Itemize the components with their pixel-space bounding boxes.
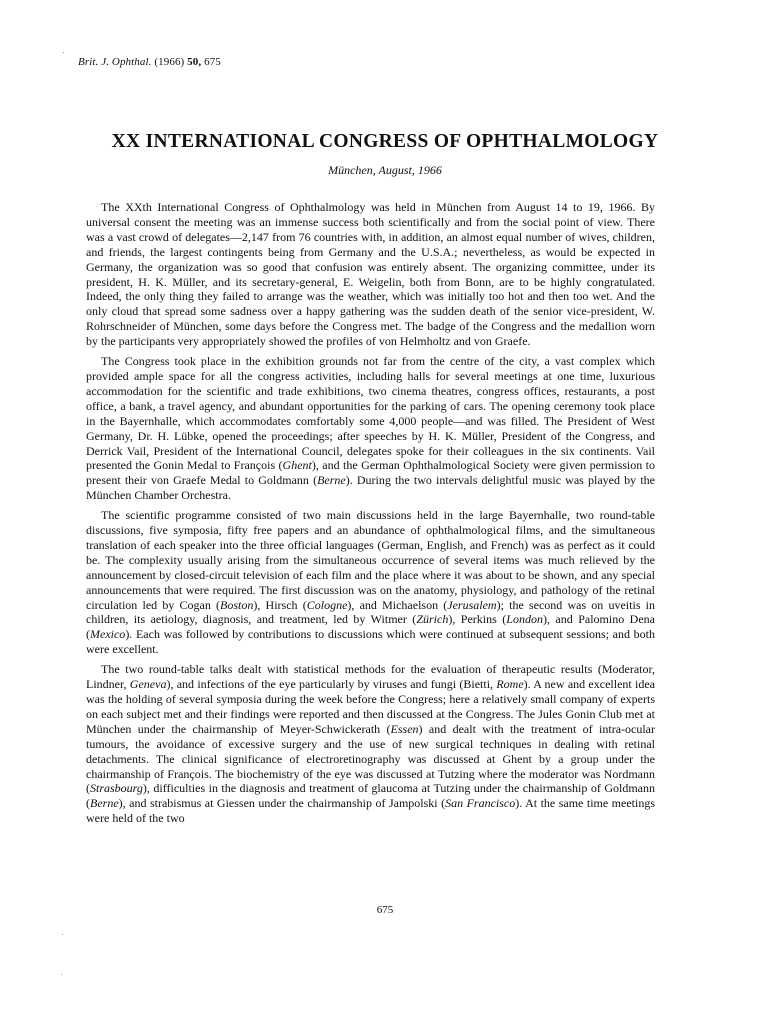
article-subtitle: München, August, 1966	[328, 163, 442, 177]
body-paragraph	[86, 508, 655, 657]
text-run: The Congress took place in the exhibition grounds not far from the centre of the city, a vast complex which provided ample space for all the congress activities, including halls for several meetings at one time, luxurious accommodation for the scientific and trade exhibitions, two cinema theatres, congress offices, restaurants, a post office, a bank, a travel agency, and abundant opportunities for the parking of cars. The opening ceremony took place in the Bayernhalle, which accommodates comfortably some 4,000 people—and was filled. The President of West Germany, Dr. H. Lübke, opened the proceedings; after speeches by H. K. Müller, President of the Congress, and Derrick Vail, President of the International Council, delegates spoke for their colleagues in the six continents. Vail presented the Gonin Medal to François (	[86, 354, 655, 473]
text-run: The scientific programme consisted of two main discussions held in the large Bayernhalle, two round-table discussions, five symposia, fifty free papers and an abundance of ophthalmological films, and the simultaneous translation of each speaker into the three official languages (German, English, and French) was as perfect as it could be. The complexity usually arising from the simultaneous occurrence of several items was much relieved by the announcement by closed-circuit television of each film and the place where it was about to be shown, and any special announcements that were required. The first discussion was on the anatomy, physiology, and pathology of the retinal circulation led by Cogan (	[86, 508, 655, 612]
journal-volume: 50,	[187, 56, 202, 68]
text-run: ), Hirsch (	[253, 597, 307, 612]
text-run: ) and dealt with the treatment of intra-ocular tumours, the avoidance of excessive surgery and the use of new surgical techniques in dealing with retinal detachments. The clinical significance of electroretinography was discussed at Ghent by a group under the chairmanship of François. The biochemistry of the eye was discussed at Tutzing where the moderator was Nordmann (	[86, 721, 656, 796]
journal-page: 675	[204, 56, 221, 68]
place-name: Boston	[220, 597, 254, 612]
place-name: Berne	[90, 796, 119, 811]
text-run: ), Perkins (	[448, 612, 507, 627]
place-name: Mexico	[90, 627, 126, 642]
text-run: ); the second was on uveitis in children, its aetiology, diagnosis, and treatment, led by Witmer (	[86, 597, 656, 627]
place-name: San Francisco	[445, 796, 516, 811]
place-name: Berne	[317, 473, 346, 488]
place-name: Ghent	[282, 458, 312, 473]
article-title: XX INTERNATIONAL CONGRESS OF OPHTHALMOLOGY	[111, 131, 659, 152]
place-name: Jerusalem	[447, 597, 497, 612]
text-run: ). Each was followed by contributions to discussions which were continued at subsequent sessions; and both were excellent.	[86, 627, 655, 657]
text-run: The XXth International Congress of Ophthalmology was held in München from August 14 to 19, 1966. By universal consent the meeting was an immense success both scientifically and from the social point of view. There was a vast crowd of delegates—2,147 from 76 countries with, in addition, an almost equal number of wives, children, and friends, the largest contingents being from Germany and the U.S.A.; nevertheless, as would be expected in Germany, the organization was so good that confusion was entirely absent. The organizing committee, under its president, H. K. Müller, and its secretary-general, E. Weigelin, both from Bonn, are to be highly congratulated. Indeed, the only thing they failed to arrange was the weather, which was initially too hot and then too wet. And the only cloud that spread some sadness over a happy gathering was the sudden death of the senior vice-president, W. Rohrschneider of München, some days before the Congress met. The badge of the Congress and the medallion worn by the participants very appropriately showed the profiles of von Helmholtz and von Graefe.	[86, 200, 655, 349]
text-run: ), and the German Ophthalmological Society were given permission to present their von Graefe Medal to Goldmann (	[86, 458, 656, 488]
text-run: ), and infections of the eye particularly by viruses and fungi (Bietti,	[166, 677, 497, 692]
text-run: ), and strabismus at Giessen under the chairmanship of Jampolski (	[118, 796, 446, 811]
body-paragraph	[86, 662, 655, 826]
text-run: ), and Palomino Dena (	[86, 612, 655, 642]
journal-citation	[78, 56, 221, 68]
text-run: ), and Michaelson (	[347, 597, 448, 612]
journal-year: (1966)	[154, 56, 185, 68]
place-name: Strasbourg	[90, 781, 143, 796]
body-paragraph	[86, 354, 655, 503]
text-run: The two round-table talks dealt with statistical methods for the evaluation of therapeutic results (Moderator, Lindner,	[86, 662, 655, 692]
place-name: Cologne	[306, 597, 348, 612]
place-name: Essen	[390, 721, 419, 736]
place-name: London	[506, 612, 543, 627]
text-run: ). A new and excellent idea was the holding of several symposia during the week before the Congress; here a relatively small company of experts on each subject met and their findings were reported and then discussed at the Congress. The Jules Gonin Club met at München under the chairmanship of Meyer-Schwickerath (	[86, 677, 656, 736]
body-paragraph	[86, 200, 655, 349]
page-number: 675	[376, 904, 394, 916]
place-name: Zürich	[416, 612, 449, 627]
place-name: Rome	[496, 677, 524, 692]
article-body	[86, 200, 655, 831]
journal-name: Brit. J. Ophthal.	[78, 56, 152, 68]
text-run: ). At the same time meetings were held of the two	[86, 796, 655, 826]
scan-speck	[61, 974, 62, 975]
scan-speck	[63, 52, 64, 53]
text-run: ), difficulties in the diagnosis and treatment of glaucoma at Tutzing under the chairmanship of Goldmann (	[86, 781, 655, 811]
place-name: Geneva	[129, 677, 167, 692]
text-run: ). During the two intervals delightful music was played by the München Chamber Orchestra.	[86, 473, 655, 503]
scan-speck	[62, 934, 63, 935]
